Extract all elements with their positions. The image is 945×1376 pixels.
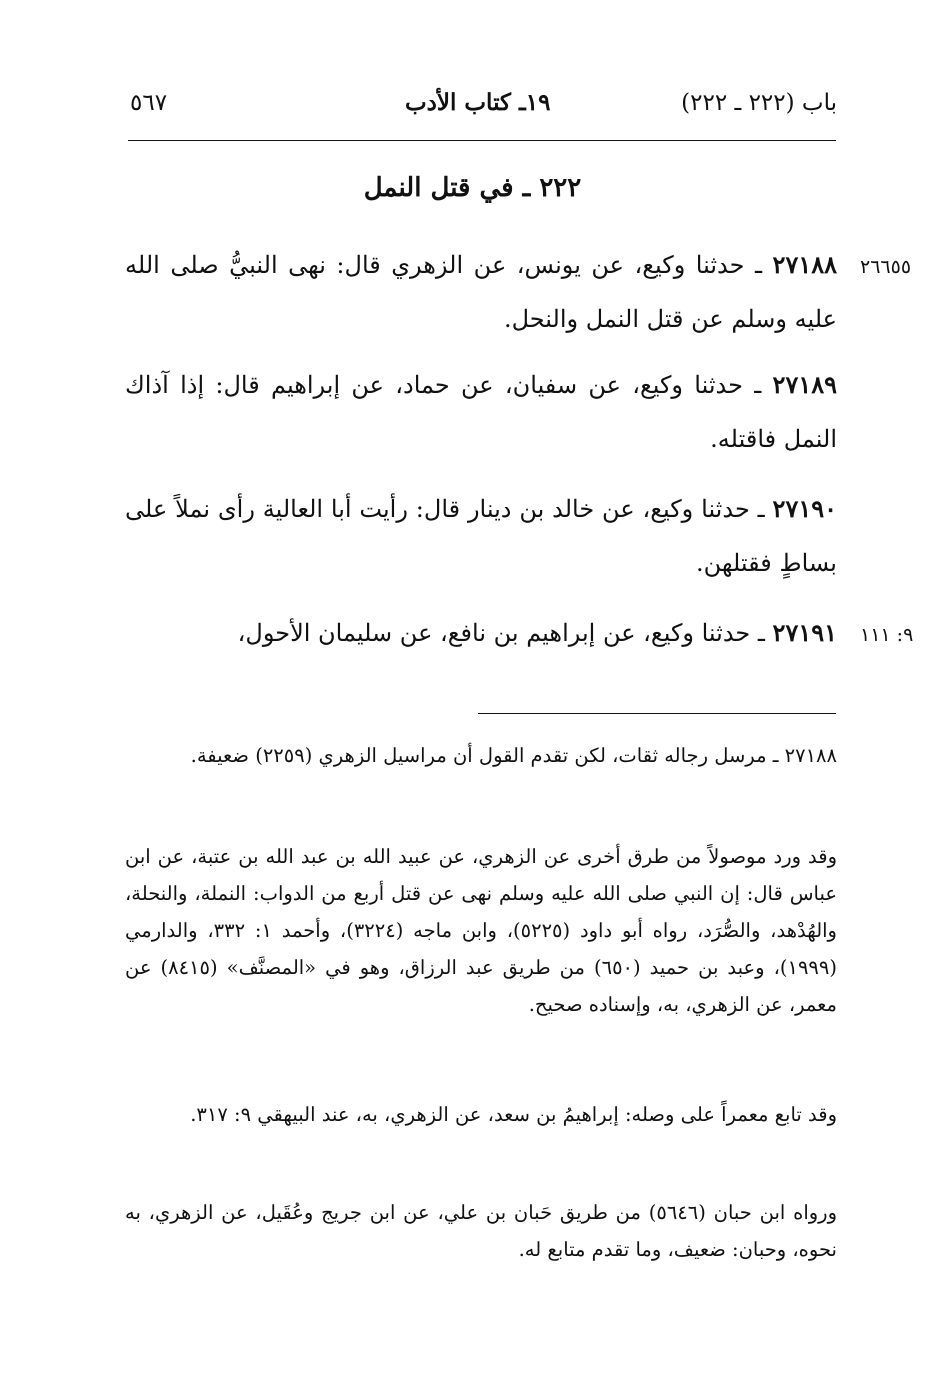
hadith-text: ـ حدثنا وكيع، عن سفيان، عن حماد، عن إبراهيم قال: إذا آذاك النمل فاقتله. [125,371,837,453]
hadith-27191 [125,606,837,660]
header-page-number: ٥٦٧ [130,90,168,116]
hadith-text: ـ حدثنا وكيع، عن إبراهيم بن نافع، عن سليمان الأحول، [237,619,773,647]
hadith-number: ٢٧١٨٨ [772,250,837,279]
footnote-paragraph: ورواه ابن حبان (٥٦٤٦) من طريق حَبان بن علي، عن ابن جريج وعُقَيل، عن الزهري، به نحوه، وحبان: ضعيف، وما تقدم متابع له. [125,1201,838,1261]
footnote-paragraph: وقد ورد موصولاً من طرق أخرى عن الزهري، عن عبيد الله بن عبد الله بن عتبة، عن ابن عباس قال: إن النبي صلى الله عليه وسلم نهى عن قتل أربع من الدواب: النملة، والنحلة، والهُدْهد، والصُّرَد، رواه أبو داود (٥٢٢٥)، وابن ماجه (٣٢٢٤)، وأحمد ١: ٣٣٢، والدارمي (١٩٩٩)، وعبد بن حميد (٦٥٠) من طريق عبد الرزاق، وهو في «المصنَّف» (٨٤١٥) عن معمر، عن الزهري، به، وإسناده صحيح. [125,845,837,1016]
hadith-number: ٢٧١٨٩ [772,370,837,399]
footnote-paragraph: وقد تابع معمراً على وصله: إبراهيمُ بن سعد، عن الزهري، به، عند البيهقي ٩: ٣١٧. [190,1103,837,1126]
margin-reference: ٩: ١١١ [860,624,914,646]
hadith-number: ٢٧١٩٠ [772,494,837,523]
hadith-27188 [125,238,837,346]
margin-reference: ٢٦٦٥٥ [860,256,912,278]
hadith-text: ـ حدثنا وكيع، عن يونس، عن الزهري قال: نهى النبيُّ صلى الله عليه وسلم عن قتل النمل والنحل. [125,251,837,333]
footnote-27188: ٢٧١٨٨ ـ مرسل رجاله ثقات، لكن تقدم القول أن مراسيل الزهري (٢٢٥٩) ضعيفة. [190,744,837,767]
footnote-separator [478,713,836,714]
hadith-27189 [125,358,837,466]
hadith-number: ٢٧١٩١ [772,618,837,647]
header-section-range: باب (٢٢٢ ـ ٢٢٢) [681,90,837,116]
chapter-title: ٢٢٢ ـ في قتل النمل [363,173,582,203]
header-rule [128,140,836,141]
header-book-title: ١٩ـ كتاب الأدب [405,89,551,116]
hadith-27190 [125,482,837,590]
hadith-text: ـ حدثنا وكيع، عن خالد بن دينار قال: رأيت أبا العالية رأى نملاً على بساطٍ فقتلهن. [125,495,837,577]
